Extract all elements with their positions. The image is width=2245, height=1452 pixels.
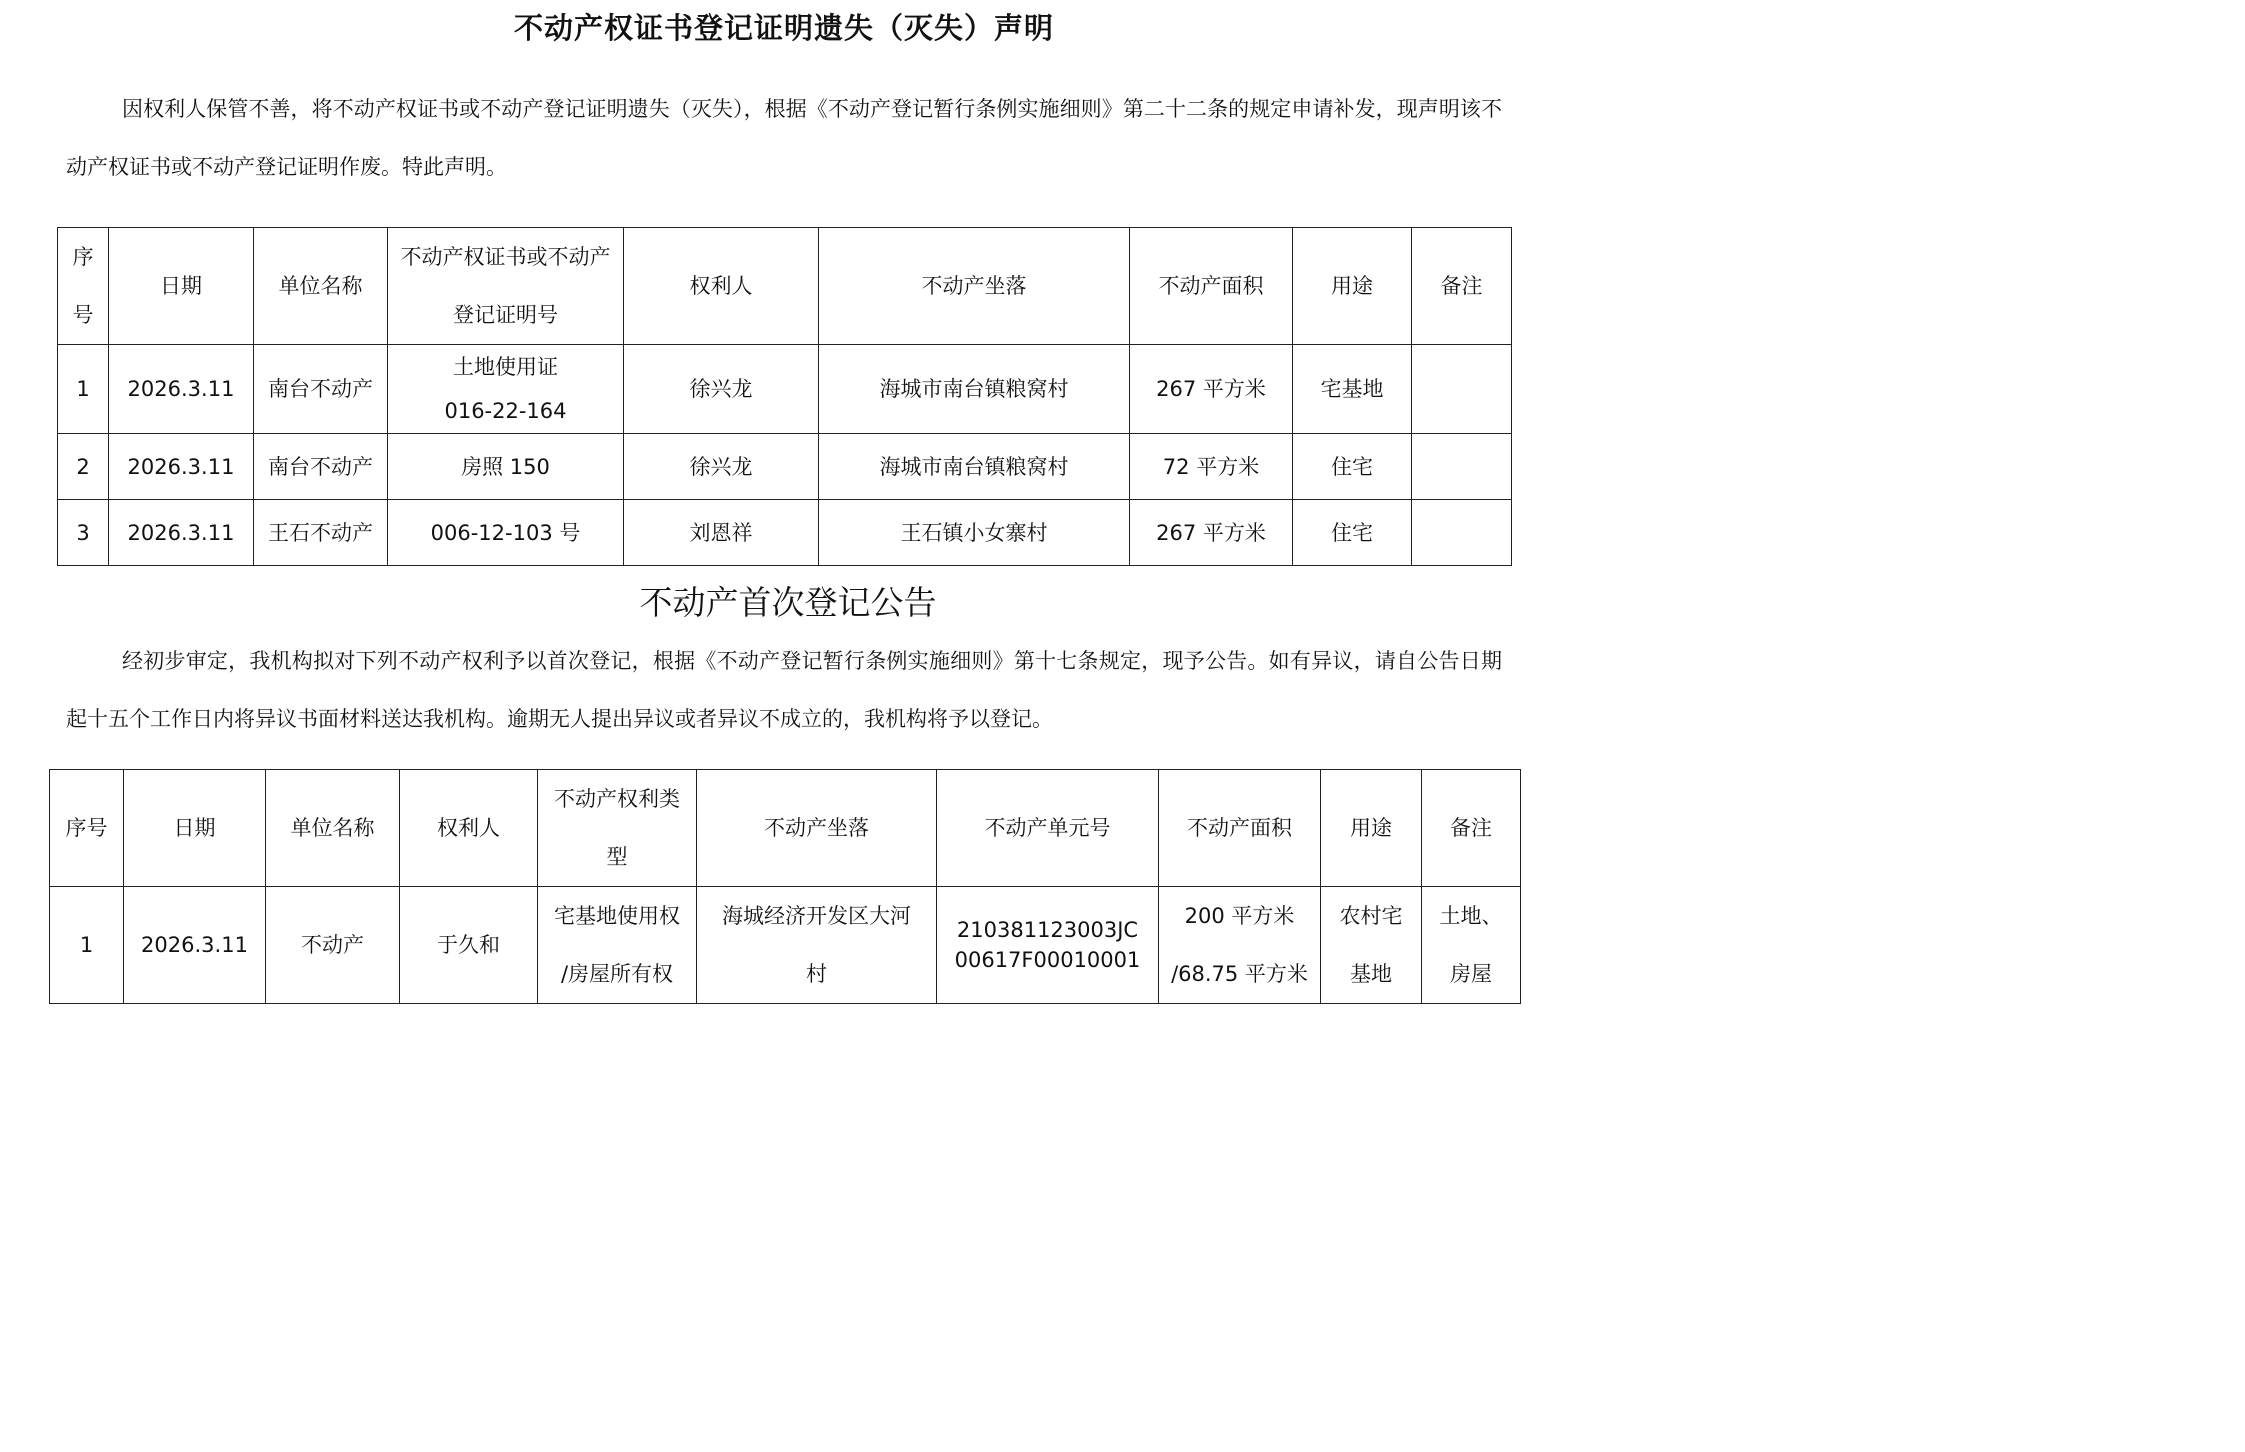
header-cell: 权利人 bbox=[400, 770, 538, 887]
row-remark bbox=[1412, 500, 1512, 566]
row-use: 宅基地 bbox=[1293, 345, 1412, 434]
right-type-line: /房屋所有权 bbox=[560, 962, 674, 986]
row-remark bbox=[1412, 434, 1512, 500]
header-cell: 日期 bbox=[124, 770, 266, 887]
announcement-paragraph: 经初步审定，我机构拟对下列不动产权利予以首次登记，根据《不动产登记暂行条例实施细则》第十七条规定，现予公告。如有异议，请自公告日期起十五个工作日内将异议书面材料送达我机构。逾期无人提出异议或者异议不成立的，我机构将予以登记。 bbox=[66, 649, 1502, 731]
header-cell: 单位名称 bbox=[254, 228, 388, 345]
row-location: 海城市南台镇粮窝村 bbox=[819, 345, 1130, 434]
row-unit: 南台不动产 bbox=[254, 434, 388, 500]
row-location: 王石镇小女寨村 bbox=[819, 500, 1130, 566]
statement-paragraph: 因权利人保管不善，将不动产权证书或不动产登记证明遗失（灭失），根据《不动产登记暂行条例实施细则》第二十二条的规定申请补发，现声明该不动产权证书或不动产登记证明作废。特此声明。 bbox=[66, 97, 1502, 179]
row-date: 2026.3.11 bbox=[109, 434, 254, 500]
table-header-row bbox=[58, 228, 1512, 345]
announcement-title: 不动产首次登记公告 bbox=[639, 583, 937, 622]
right-type-line: 宅基地使用权 bbox=[554, 904, 680, 928]
row-area: 267 平方米 bbox=[1130, 345, 1293, 434]
row-area bbox=[1159, 887, 1321, 1004]
header-cell: 不动产面积 bbox=[1130, 228, 1293, 345]
header-cell: 备注 bbox=[1412, 228, 1512, 345]
row-certificate bbox=[388, 345, 624, 434]
header-cell: 单位名称 bbox=[266, 770, 400, 887]
header-cell: 不动产权利类型 bbox=[538, 770, 697, 887]
area-line: /68.75 平方米 bbox=[1171, 962, 1308, 986]
statement-title: 不动产权证书登记证明遗失（灭失）声明 bbox=[513, 11, 1054, 45]
row-remark bbox=[1422, 887, 1521, 1004]
row-date: 2026.3.11 bbox=[109, 345, 254, 434]
row-holder: 徐兴龙 bbox=[624, 434, 819, 500]
header-cell: 不动产单元号 bbox=[937, 770, 1159, 887]
row-certificate: 006-12-103 号 bbox=[388, 500, 624, 566]
header-cell: 不动产面积 bbox=[1159, 770, 1321, 887]
row-unit: 王石不动产 bbox=[254, 500, 388, 566]
header-cell: 备注 bbox=[1422, 770, 1521, 887]
row-holder: 刘恩祥 bbox=[624, 500, 819, 566]
use-line: 基地 bbox=[1350, 962, 1392, 986]
row-use bbox=[1321, 887, 1422, 1004]
certificate-line: 土地使用证 bbox=[453, 355, 558, 379]
row-use: 住宅 bbox=[1293, 500, 1412, 566]
row-number: 1 bbox=[58, 345, 109, 434]
row-holder: 徐兴龙 bbox=[624, 345, 819, 434]
use-line: 农村宅 bbox=[1339, 904, 1403, 928]
row-date: 2026.3.11 bbox=[109, 500, 254, 566]
table-row bbox=[50, 887, 1521, 1004]
header-cell: 权利人 bbox=[624, 228, 819, 345]
row-area: 72 平方米 bbox=[1130, 434, 1293, 500]
unit-number-line: 00617F00010001 bbox=[954, 948, 1141, 972]
row-use: 住宅 bbox=[1293, 434, 1412, 500]
header-cell: 日期 bbox=[109, 228, 254, 345]
document-page bbox=[0, 0, 1545, 1010]
header-cell: 用途 bbox=[1293, 228, 1412, 345]
location-line: 海城经济开发区大河 bbox=[722, 904, 911, 928]
remark-line: 土地、 bbox=[1439, 904, 1503, 928]
table-row bbox=[58, 345, 1512, 434]
row-certificate: 房照 150 bbox=[388, 434, 624, 500]
announcement-table bbox=[49, 769, 1521, 1004]
location-line: 村 bbox=[806, 962, 827, 986]
certificate-line: 016-22-164 bbox=[444, 399, 567, 423]
row-date: 2026.3.11 bbox=[124, 887, 266, 1004]
row-number: 2 bbox=[58, 434, 109, 500]
row-location: 海城市南台镇粮窝村 bbox=[819, 434, 1130, 500]
row-location bbox=[697, 887, 937, 1004]
row-holder: 于久和 bbox=[400, 887, 538, 1004]
row-number: 3 bbox=[58, 500, 109, 566]
row-number: 1 bbox=[50, 887, 124, 1004]
row-unit: 南台不动产 bbox=[254, 345, 388, 434]
header-cell: 序号 bbox=[58, 228, 109, 345]
row-area: 267 平方米 bbox=[1130, 500, 1293, 566]
header-cell: 不动产权证书或不动产登记证明号 bbox=[388, 228, 624, 345]
header-cell: 用途 bbox=[1321, 770, 1422, 887]
unit-number-line: 210381123003JC bbox=[956, 918, 1139, 942]
header-cell: 序号 bbox=[50, 770, 124, 887]
area-line: 200 平方米 bbox=[1184, 904, 1295, 928]
row-remark bbox=[1412, 345, 1512, 434]
row-right-type bbox=[538, 887, 697, 1004]
header-cell: 不动产坐落 bbox=[819, 228, 1130, 345]
table-header-row bbox=[50, 770, 1521, 887]
table-row bbox=[58, 434, 1512, 500]
row-unit-number bbox=[937, 887, 1159, 1004]
row-unit: 不动产 bbox=[266, 887, 400, 1004]
table-row bbox=[58, 500, 1512, 566]
header-cell: 不动产坐落 bbox=[697, 770, 937, 887]
statement-table bbox=[57, 227, 1512, 566]
remark-line: 房屋 bbox=[1450, 962, 1492, 986]
